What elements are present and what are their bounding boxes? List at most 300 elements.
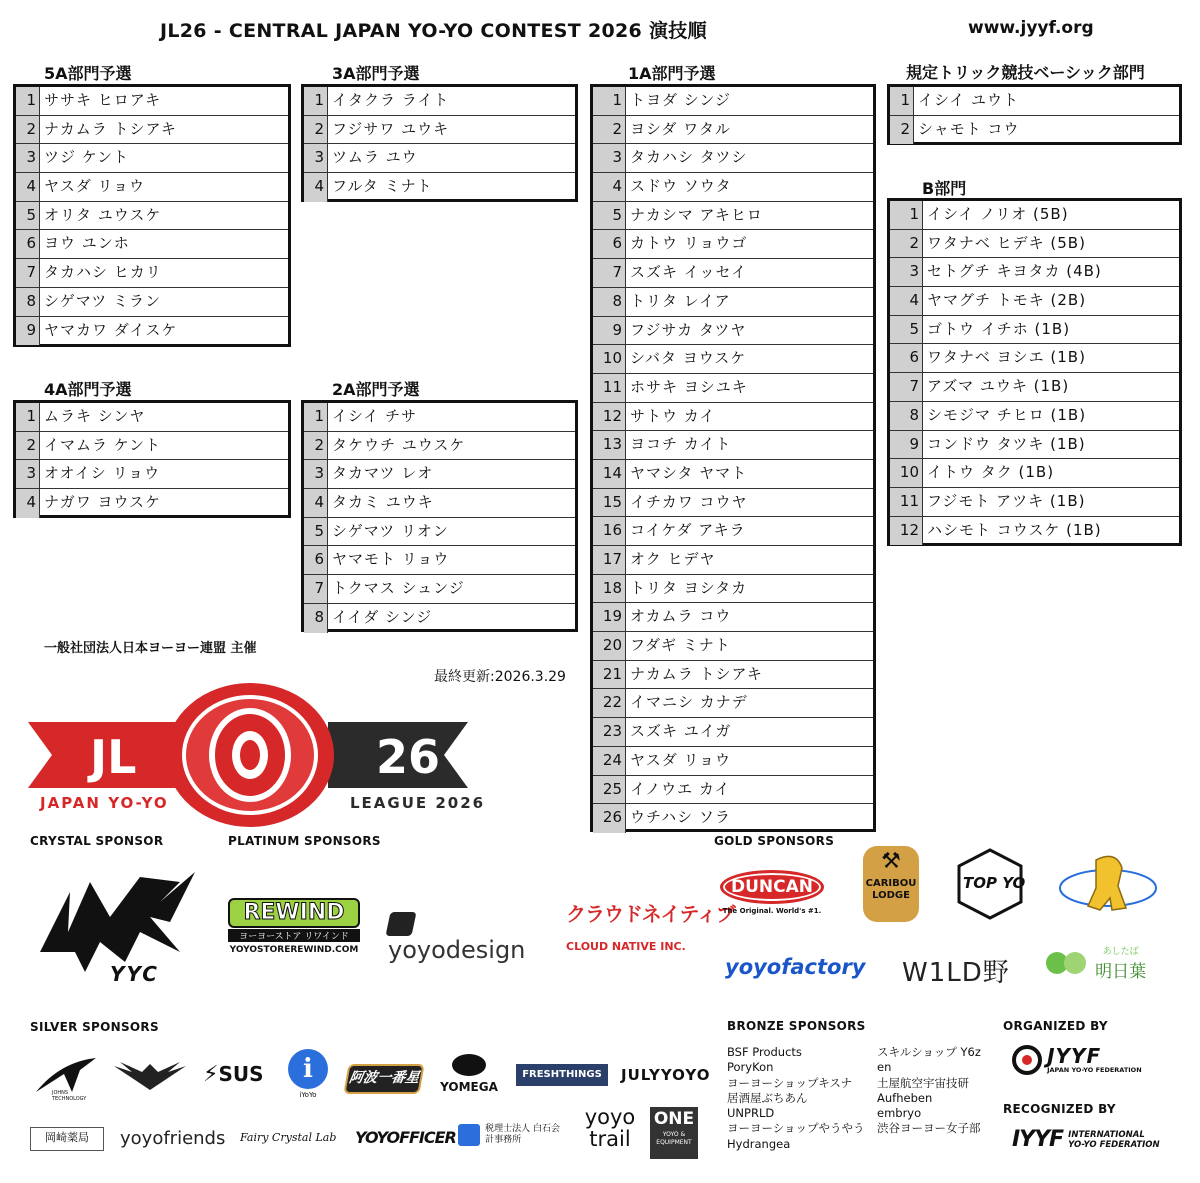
- caribou-text: CARIBOU LODGE: [865, 878, 917, 901]
- order-number: 3: [16, 460, 40, 488]
- recognized-by-label: RECOGNIZED BY: [1003, 1102, 1116, 1116]
- order-number: 6: [16, 230, 40, 258]
- table-row: [593, 230, 873, 259]
- bronze-sponsor-item: スキルショップ Y6z: [877, 1045, 981, 1059]
- order-number: 11: [890, 488, 923, 516]
- table-row: [16, 116, 288, 145]
- jyyf-logo: [1012, 1045, 1172, 1089]
- order-number: 2: [16, 432, 40, 460]
- competitor-name: イトウ タク (1B): [927, 463, 1055, 482]
- order-number: 2: [890, 230, 923, 258]
- table-row: [890, 116, 1179, 145]
- order-number: 2: [890, 116, 914, 145]
- order-number: 1: [16, 403, 40, 431]
- order-number: 3: [304, 460, 328, 488]
- rewind-subtext: ヨーヨーストア リワインド: [228, 929, 360, 942]
- table-b: [887, 198, 1182, 546]
- table-row: [304, 489, 575, 518]
- bolt-icon: ⚡: [203, 1062, 219, 1087]
- iyoyo-text: iYoYo: [299, 1091, 317, 1099]
- table-row: [593, 403, 873, 432]
- section-title-b: B部門: [922, 179, 967, 198]
- table-row: [304, 144, 575, 173]
- order-number: 5: [890, 316, 923, 344]
- competitor-name: イマムラ ケント: [44, 435, 162, 454]
- order-number: 9: [890, 431, 923, 459]
- table-row: [304, 546, 575, 575]
- table-row: [890, 87, 1179, 116]
- table-row: [593, 374, 873, 403]
- competitor-name: ツジ ケント: [44, 148, 130, 167]
- order-number: 1: [890, 87, 914, 115]
- julyyoyo-logo: JULYYOYO: [621, 1066, 711, 1084]
- competitor-name: オリタ ユウスケ: [44, 205, 162, 224]
- table-row: [304, 173, 575, 202]
- table-row: [304, 116, 575, 145]
- duncan-logo: [720, 870, 824, 918]
- leaf-icon-2: [1064, 952, 1086, 974]
- topyo-logo: [957, 848, 1026, 920]
- okazaki-pharmacy-logo: 岡崎薬局: [30, 1127, 104, 1151]
- jl26-logo: [28, 680, 486, 840]
- table-row: [890, 258, 1179, 287]
- bronze-sponsor-item: UNPRLD: [727, 1106, 775, 1121]
- table-row: [16, 202, 288, 231]
- table-row: [16, 432, 288, 461]
- table-row: [304, 518, 575, 547]
- awa-logo: 阿波一番星: [343, 1064, 424, 1094]
- order-number: 3: [890, 258, 923, 286]
- jyyf-subtext: JAPAN YO-YO FEDERATION: [1047, 1066, 1142, 1074]
- one-subtext: YOYO & EQUIPMENT: [656, 1131, 692, 1146]
- competitor-name: ツムラ ユウ: [332, 148, 418, 167]
- table-row: [16, 87, 288, 116]
- competitor-name: セトグチ キヨタカ (4B): [927, 262, 1102, 281]
- table-row: [890, 230, 1179, 259]
- order-number: 7: [890, 373, 923, 401]
- johns-technology-logo: [30, 1052, 100, 1100]
- order-number: 2: [304, 116, 328, 144]
- freshthings-logo: FRESHTHINGS: [516, 1064, 608, 1086]
- section-title-1a: 1A部門予選: [628, 64, 716, 83]
- order-number: 9: [16, 317, 40, 346]
- order-number: 3: [16, 144, 40, 172]
- iyyf-subtext-1: INTERNATIONAL: [1068, 1129, 1145, 1140]
- section-title-3a: 3A部門予選: [332, 64, 420, 83]
- rewind-text: REWIND: [243, 900, 345, 925]
- cloudnative-logo: [566, 902, 735, 964]
- bronze-sponsor-item: ヨーヨーショップやうやう: [727, 1121, 865, 1136]
- jl-text: JL: [90, 730, 137, 784]
- order-number: 14: [593, 460, 626, 488]
- competitor-name: フジサカ タツヤ: [630, 320, 747, 339]
- competitor-name: ウチハシ ソラ: [630, 808, 731, 827]
- duncan-text: DUNCAN: [730, 877, 813, 897]
- table-row: [593, 689, 873, 718]
- competitor-name: フルタ ミナト: [332, 177, 433, 196]
- rewind-logo: [228, 898, 360, 960]
- order-number: 10: [593, 345, 626, 373]
- rewind-url: YOYOSTOREREWIND.COM: [229, 945, 359, 955]
- table-row: [593, 144, 873, 173]
- bronze-sponsor-item: PoryKon: [727, 1060, 774, 1075]
- iyyf-subtext-2: YO-YO FEDERATION: [1068, 1139, 1160, 1150]
- order-number: 24: [593, 747, 626, 775]
- competitor-name: タカハシ タツシ: [630, 148, 748, 167]
- yoyotrail-logo: yoyo trail: [584, 1105, 636, 1151]
- competitor-name: シゲマツ リオン: [332, 521, 449, 540]
- table-row: [593, 489, 873, 518]
- table-row: [304, 604, 575, 633]
- crystal-sponsor-label: CRYSTAL SPONSOR: [30, 834, 164, 848]
- competitor-name: シバタ ヨウスケ: [630, 349, 747, 368]
- table-row: [16, 403, 288, 432]
- last-updated: 最終更新:2026.3.29: [434, 669, 566, 685]
- table-row: [304, 403, 575, 432]
- order-number: 22: [593, 689, 626, 717]
- table-row: [593, 747, 873, 776]
- competitor-name: ヤマカワ ダイスケ: [44, 320, 178, 339]
- bronze-sponsor-item: 土屋航空宇宙技研: [877, 1075, 969, 1090]
- page-title: JL26 - CENTRAL JAPAN YO-YO CONTEST 2026 演技順: [160, 20, 707, 42]
- bronze-list-col2: [877, 1045, 981, 1137]
- competitor-name: フダギ ミナト: [630, 636, 731, 655]
- order-number: 13: [593, 431, 626, 459]
- table-row: [593, 431, 873, 460]
- table-row: [593, 259, 873, 288]
- jl-caption-left: JAPAN YO-YO: [40, 794, 169, 812]
- table-row: [304, 432, 575, 461]
- competitor-name: フジサワ ユウキ: [332, 119, 450, 138]
- iyyf-logo: [1012, 1127, 1172, 1157]
- order-number: 5: [16, 202, 40, 230]
- table-2a: [301, 400, 578, 632]
- table-4a: [13, 400, 291, 518]
- competitor-name: ヨウ ユンホ: [44, 234, 130, 253]
- bronze-sponsor-item: 渋谷ヨーヨー女子部: [877, 1121, 981, 1136]
- table-row: [593, 288, 873, 317]
- table-row: [890, 373, 1179, 402]
- competitor-name: ヤマグチ トモキ (2B): [927, 291, 1087, 310]
- table-row: [593, 202, 873, 231]
- duncan-tagline: The Original. World's #1.: [722, 907, 822, 915]
- order-number: 1: [16, 87, 40, 115]
- yoyofactory-logo: yoyofactory: [725, 955, 866, 979]
- order-number: 15: [593, 489, 626, 517]
- competitor-name: ナカムラ トシアキ: [44, 119, 177, 138]
- table-row: [593, 517, 873, 546]
- competitor-name: ヤマモト リョウ: [332, 550, 450, 569]
- competitor-name: ワタナベ ヒデキ (5B): [927, 233, 1086, 252]
- yomega-icon: [452, 1054, 486, 1076]
- competitor-name: タカマツ レオ: [332, 464, 434, 483]
- jl-26-text: 26: [376, 730, 441, 784]
- competitor-name: イイダ シンジ: [332, 607, 433, 626]
- competitor-name: スドウ ソウタ: [630, 177, 732, 196]
- bronze-sponsor-item: ヨーヨーショップキスナ: [727, 1075, 853, 1090]
- yoyofficer-logo: YOYOFFICER: [355, 1128, 456, 1147]
- competitor-name: ホサキ ヨシユキ: [630, 377, 748, 396]
- competitor-name: ヤスダ リョウ: [44, 177, 146, 196]
- competitor-name: トクマス シュンジ: [332, 579, 465, 598]
- order-number: 6: [304, 546, 328, 574]
- competitor-name: ヨコチ カイト: [630, 435, 732, 454]
- caribou-lodge-logo: [863, 846, 919, 922]
- topyo-text: TOP YO: [963, 874, 1026, 892]
- competitor-name: ムラキ シンヤ: [44, 407, 146, 425]
- yomega-text: YOMEGA: [440, 1080, 498, 1094]
- order-number: 2: [16, 116, 40, 144]
- competitor-name: ヤマシタ ヤマト: [630, 463, 748, 482]
- order-number: 11: [593, 374, 626, 402]
- order-number: 7: [16, 259, 40, 287]
- bronze-sponsor-item: 居酒屋ぶちあん: [727, 1090, 808, 1105]
- table-row: [16, 259, 288, 288]
- competitor-name: ササキ ヒロアキ: [44, 91, 162, 109]
- table-row: [304, 460, 575, 489]
- order-number: 9: [593, 317, 626, 345]
- section-title-2a: 2A部門予選: [332, 380, 420, 399]
- iyoyo-logo: [286, 1049, 330, 1107]
- table-row: [890, 402, 1179, 431]
- crystal-logo-text: YYC: [110, 962, 159, 986]
- table-row: [593, 345, 873, 374]
- competitor-name: ナカシマ アキヒロ: [630, 205, 763, 224]
- organizer-text: 一般社団法人日本ヨーヨー連盟 主催: [44, 641, 257, 656]
- competitor-name: トリタ ヨシタカ: [630, 578, 748, 597]
- table-row: [16, 230, 288, 259]
- competitor-name: イチカワ コウヤ: [630, 492, 748, 511]
- order-number: 1: [593, 87, 626, 115]
- order-number: 1: [304, 403, 328, 431]
- jyyf-text: JYYF: [1047, 1044, 1102, 1068]
- cloudnative-jp-text: クラウドネイティブ: [566, 902, 735, 926]
- competitor-name: イノウエ カイ: [630, 779, 731, 798]
- order-number: 2: [593, 116, 626, 144]
- table-row: [593, 116, 873, 145]
- table-row: [16, 288, 288, 317]
- johns-text: JOHNS TECHNOLOGY: [52, 1090, 87, 1102]
- order-number: 1: [304, 87, 328, 115]
- competitor-name: コイケダ アキラ: [630, 521, 746, 540]
- pickaxe-icon: ⚒: [881, 849, 901, 874]
- order-number: 3: [304, 144, 328, 172]
- shiraishi-logo: [458, 1124, 568, 1154]
- table-row: [890, 344, 1179, 373]
- competitor-name: オオイシ リョウ: [44, 464, 161, 483]
- silver-sponsor-label: SILVER SPONSORS: [30, 1020, 159, 1034]
- section-title-5a: 5A部門予選: [44, 64, 132, 83]
- competitor-name: シャモト コウ: [918, 119, 1020, 138]
- jyyf-mark-icon: [1012, 1045, 1042, 1075]
- yoyodesign-text: yoyodesign: [388, 936, 526, 964]
- competitor-name: ワタナベ ヨシエ (1B): [927, 348, 1086, 367]
- table-row: [16, 317, 288, 346]
- competitor-name: ヤスダ リョウ: [630, 750, 732, 769]
- table-row: [593, 173, 873, 202]
- order-number: 7: [304, 575, 328, 603]
- section-title-basic: 規定トリック競技ベーシック部門: [906, 63, 1145, 82]
- crystal-sponsor-logo: [30, 862, 200, 997]
- yoyodesign-mark-icon: [385, 912, 416, 936]
- competitor-name: オク ヒデヤ: [630, 550, 716, 568]
- competitor-name: トリタ レイア: [630, 291, 731, 310]
- iyoyo-icon: i: [288, 1049, 328, 1089]
- table-row: [593, 575, 873, 604]
- order-number: 20: [593, 632, 626, 660]
- order-number: 21: [593, 661, 626, 689]
- table-row: [890, 201, 1179, 230]
- table-row: [593, 632, 873, 661]
- organized-by-label: ORGANIZED BY: [1003, 1019, 1108, 1033]
- table-row: [304, 87, 575, 116]
- order-number: 4: [593, 173, 626, 201]
- yomega-logo: [434, 1054, 504, 1100]
- table-row: [304, 575, 575, 604]
- wings-logo: [112, 1060, 188, 1094]
- table-row: [593, 804, 873, 833]
- order-number: 16: [593, 517, 626, 545]
- competitor-name: コンドウ タツキ (1B): [927, 434, 1086, 453]
- table-row: [593, 546, 873, 575]
- competitor-name: スズキ イッセイ: [630, 263, 748, 282]
- competitor-name: トヨダ シンジ: [630, 91, 732, 109]
- order-number: 4: [890, 287, 923, 315]
- table-row: [890, 316, 1179, 345]
- table-3a: [301, 84, 578, 202]
- yoyodesign-logo: [388, 912, 548, 964]
- competitor-name: ゴトウ イチホ (1B): [927, 319, 1071, 338]
- competitor-name: フジモト アツキ (1B): [927, 491, 1086, 510]
- competitor-name: アズマ ユウキ (1B): [927, 377, 1070, 396]
- cloudnative-text: CLOUD NATIVE INC.: [566, 940, 686, 953]
- order-number: 8: [593, 288, 626, 316]
- competitor-name: タカハシ ヒカリ: [44, 263, 162, 282]
- website-link[interactable]: www.jyyf.org: [968, 18, 1094, 38]
- table-1a: [590, 84, 876, 832]
- order-number: 4: [16, 489, 40, 518]
- order-number: 17: [593, 546, 626, 574]
- order-number: 8: [304, 604, 328, 633]
- table-row: [16, 489, 288, 518]
- table-row: [890, 459, 1179, 488]
- competitor-name: サトウ カイ: [630, 406, 716, 425]
- competitor-name: イマニシ カナデ: [630, 693, 748, 712]
- section-title-4a: 4A部門予選: [44, 380, 132, 399]
- one-logo: [650, 1107, 698, 1159]
- table-row: [593, 718, 873, 747]
- competitor-name: カトウ リョウゴ: [630, 234, 748, 253]
- table-5a: [13, 84, 291, 347]
- platinum-sponsor-label: PLATINUM SPONSORS: [228, 834, 381, 848]
- order-number: 1: [890, 201, 923, 229]
- yoyofriends-logo: yoyofriends: [120, 1128, 226, 1149]
- table-row: [16, 144, 288, 173]
- table-row: [593, 460, 873, 489]
- shiraishi-text: 税理士法人 白石会計事務所: [485, 1124, 560, 1145]
- sus-text: SUS: [218, 1062, 264, 1086]
- sus-logo: [203, 1062, 277, 1094]
- order-number: 3: [593, 144, 626, 172]
- order-number: 5: [593, 202, 626, 230]
- competitor-name: タカミ ユウキ: [332, 493, 434, 512]
- competitor-name: ナガワ ヨウスケ: [44, 493, 162, 512]
- table-row: [890, 431, 1179, 460]
- competitor-name: イシイ チサ: [332, 407, 418, 425]
- order-number: 4: [304, 489, 328, 517]
- order-number: 26: [593, 804, 626, 833]
- competitor-name: タケウチ ユウスケ: [332, 435, 466, 454]
- competitor-name: イシイ ユウト: [918, 91, 1020, 109]
- order-number: 12: [890, 517, 923, 546]
- competitor-name: シモジマ チヒロ (1B): [927, 405, 1087, 424]
- order-number: 5: [304, 518, 328, 546]
- ashitaba-logo: [1046, 944, 1166, 986]
- table-row: [890, 488, 1179, 517]
- table-row: [593, 317, 873, 346]
- competitor-name: ヨシダ ワタル: [630, 119, 732, 138]
- table-row: [593, 776, 873, 805]
- order-number: 12: [593, 403, 626, 431]
- ashitaba-kana: あしたば: [1102, 947, 1139, 957]
- wild-logo: W1LD野: [902, 958, 1010, 988]
- order-number: 25: [593, 776, 626, 804]
- kaiju-logo: [1056, 848, 1160, 928]
- table-row: [593, 603, 873, 632]
- order-number: 8: [16, 288, 40, 316]
- bronze-sponsor-item: embryo: [877, 1106, 922, 1121]
- bronze-list-col1: [727, 1045, 865, 1152]
- order-number: 19: [593, 603, 626, 631]
- order-number: 2: [304, 432, 328, 460]
- jl-caption-right: LEAGUE 2026: [350, 794, 486, 812]
- competitor-name: ハシモト コウスケ (1B): [927, 520, 1102, 539]
- order-number: 8: [890, 402, 923, 430]
- one-text: ONE: [653, 1109, 695, 1129]
- order-number: 4: [304, 173, 328, 202]
- competitor-name: スズキ ユイガ: [630, 722, 732, 741]
- table-row: [16, 460, 288, 489]
- competitor-name: オカムラ コウ: [630, 607, 732, 626]
- order-number: 6: [593, 230, 626, 258]
- bronze-sponsor-item: Aufheben: [877, 1090, 933, 1105]
- iyyf-text: IYYF: [1012, 1127, 1064, 1152]
- competitor-name: シゲマツ ミラン: [44, 291, 162, 310]
- shiraishi-icon: [458, 1124, 480, 1146]
- order-number: 4: [16, 173, 40, 201]
- table-row: [593, 661, 873, 690]
- order-number: 6: [890, 344, 923, 372]
- table-row: [16, 173, 288, 202]
- order-number: 23: [593, 718, 626, 746]
- table-row: [890, 287, 1179, 316]
- gold-sponsor-label: GOLD SPONSORS: [714, 834, 835, 848]
- order-number: 18: [593, 575, 626, 603]
- competitor-name: イタクラ ライト: [332, 91, 450, 109]
- ashitaba-text: 明日葉: [1095, 962, 1147, 982]
- table-basic: [887, 84, 1182, 145]
- order-number: 10: [890, 459, 923, 487]
- table-row: [890, 517, 1179, 546]
- fairy-crystal-lab-logo: Fairy Crystal Lab: [240, 1131, 337, 1144]
- competitor-name: ナカムラ トシアキ: [630, 664, 763, 683]
- order-number: 7: [593, 259, 626, 287]
- bronze-sponsor-item: Hydrangea: [727, 1136, 791, 1151]
- table-row: [593, 87, 873, 116]
- bronze-sponsor-label: BRONZE SPONSORS: [727, 1019, 866, 1033]
- competitor-name: イシイ ノリオ (5B): [927, 205, 1069, 223]
- bronze-sponsor-item: en: [877, 1060, 892, 1075]
